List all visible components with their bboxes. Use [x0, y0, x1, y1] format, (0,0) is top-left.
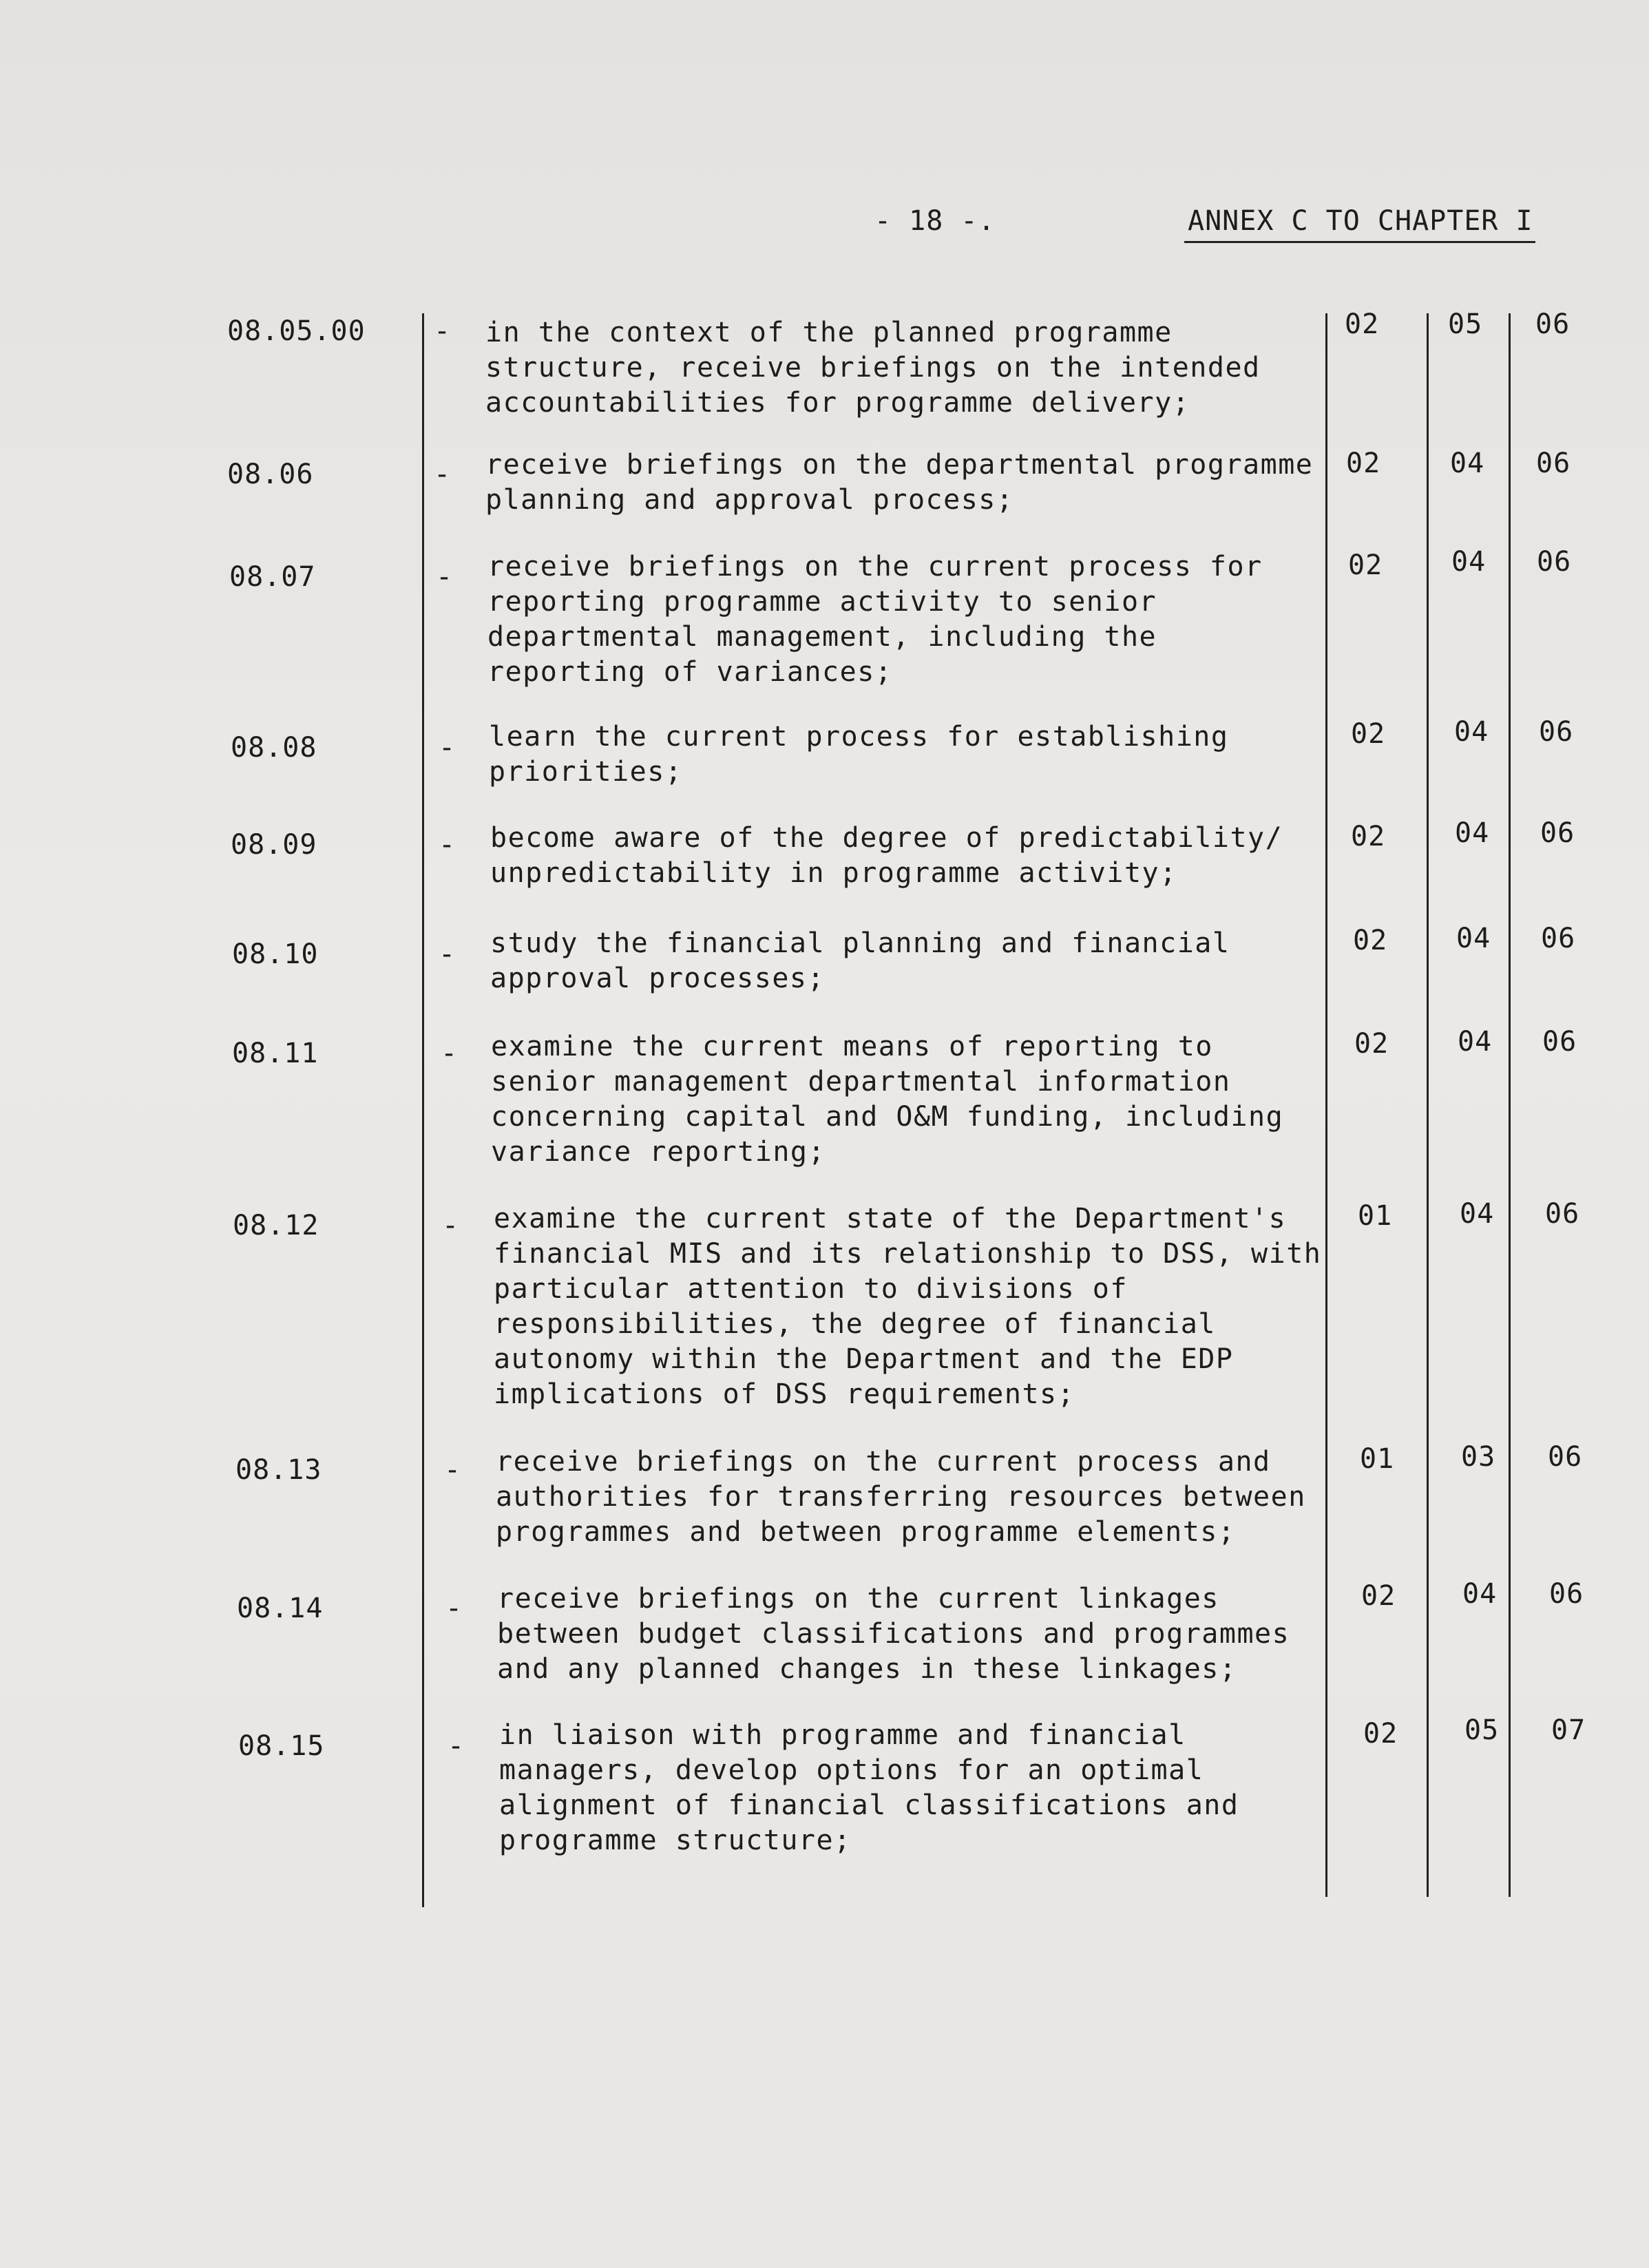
- description-line: concerning capital and O&M funding, including: [491, 1101, 1284, 1133]
- description-line: and any planned changes in these linkages;: [497, 1653, 1237, 1685]
- description-line: responsibilities, the degree of financial: [494, 1308, 1216, 1340]
- description-line: in the context of the planned programme: [485, 317, 1173, 348]
- description-line: receive briefings on the current linkages: [497, 1583, 1219, 1615]
- description-line: authorities for transferring resources between: [496, 1481, 1306, 1513]
- description-line: programmes and between programme elements;: [496, 1516, 1236, 1548]
- row-description: [496, 1445, 1306, 1550]
- row-code: 08.15: [238, 1730, 325, 1762]
- row-description: [494, 1201, 1321, 1412]
- row-code: 08.06: [227, 459, 314, 490]
- column-3-value: 06: [1542, 1026, 1577, 1058]
- description-line: alignment of financial classifications and: [499, 1789, 1239, 1821]
- column-2-value: 04: [1460, 1198, 1495, 1230]
- description-line: reporting programme activity to senior: [487, 586, 1157, 618]
- column-3-value: 06: [1541, 923, 1576, 954]
- column-2-value: 04: [1462, 1578, 1498, 1610]
- row-dash: -: [439, 829, 456, 861]
- description-line: between budget classifications and programmes: [497, 1618, 1290, 1650]
- column-2-value: 04: [1454, 716, 1489, 748]
- description-line: become aware of the degree of predictability/: [490, 822, 1283, 854]
- description-line: planning and approval process;: [485, 484, 1014, 516]
- description-line: receive briefings on the current process and: [496, 1446, 1271, 1478]
- row-code: 08.11: [232, 1038, 319, 1069]
- description-line: senior management departmental information: [491, 1066, 1231, 1098]
- row-description: [485, 448, 1313, 518]
- description-line: autonomy within the Department and the EDP: [494, 1343, 1234, 1375]
- column-1-value: 02: [1348, 549, 1383, 581]
- column-2-value: 05: [1448, 308, 1483, 340]
- description-line: unpredictability in programme activity;: [490, 857, 1177, 889]
- column-2-value: 04: [1458, 1026, 1493, 1058]
- column-1-value: 01: [1360, 1443, 1395, 1475]
- column-1-value: 02: [1353, 925, 1388, 956]
- row-code: 08.10: [232, 938, 319, 970]
- column-3-value: 07: [1551, 1714, 1586, 1746]
- row-dash: -: [439, 732, 456, 764]
- row-description: [490, 821, 1283, 891]
- column-2-value: 05: [1464, 1714, 1500, 1746]
- column-1-value: 02: [1351, 821, 1386, 852]
- row-code: 08.14: [237, 1593, 324, 1624]
- description-line: managers, develop options for an optimal: [499, 1754, 1204, 1786]
- column-1-value: 02: [1346, 448, 1381, 479]
- row-code: 08.13: [235, 1454, 322, 1486]
- row-description: [487, 549, 1263, 690]
- row-dash: -: [441, 1038, 458, 1069]
- column-3-value: 06: [1545, 1198, 1580, 1230]
- row-dash: -: [434, 315, 451, 347]
- description-line: receive briefings on the departmental programme: [485, 449, 1314, 481]
- column-3-value: 06: [1540, 817, 1575, 849]
- annex-title: ANNEX C TO CHAPTER I: [1188, 205, 1533, 237]
- description-line: variance reporting;: [491, 1136, 826, 1168]
- column-2-value: 03: [1461, 1441, 1496, 1473]
- column-3-value: 06: [1548, 1441, 1583, 1473]
- column-3-value: 06: [1539, 716, 1574, 748]
- column-2-value: 04: [1451, 546, 1487, 578]
- description-line: accountabilities for programme delivery;: [485, 387, 1190, 419]
- row-code: 08.05.00: [227, 315, 366, 347]
- description-line: implications of DSS requirements;: [494, 1378, 1075, 1410]
- row-description: [491, 1029, 1283, 1170]
- row-dash: -: [445, 1593, 463, 1624]
- column-1-value: 02: [1363, 1718, 1398, 1750]
- column-1-value: 02: [1345, 308, 1380, 340]
- column-3-value: 06: [1537, 546, 1572, 578]
- description-line: approval processes;: [490, 963, 826, 994]
- row-dash: -: [442, 1210, 459, 1241]
- page-number: - 18 -.: [874, 205, 996, 237]
- column-1-value: 02: [1361, 1580, 1396, 1612]
- description-line: in liaison with programme and financial: [499, 1719, 1186, 1751]
- column-2-value: 04: [1456, 923, 1491, 954]
- description-line: programme structure;: [499, 1825, 852, 1856]
- row-description: [489, 720, 1228, 790]
- description-line: departmental management, including the: [487, 621, 1157, 653]
- description-line: financial MIS and its relationship to DSS, with: [494, 1238, 1322, 1270]
- column-2-value: 04: [1450, 448, 1485, 479]
- row-code: 08.07: [229, 561, 316, 593]
- description-line: receive briefings on the current process for: [487, 551, 1263, 582]
- description-line: reporting of variances;: [487, 656, 893, 688]
- description-line: examine the current state of the Department's: [494, 1203, 1287, 1235]
- row-dash: -: [436, 561, 453, 593]
- description-line: learn the current process for establishing: [489, 721, 1229, 753]
- row-code: 08.09: [231, 829, 317, 861]
- column-1-value: 02: [1351, 718, 1386, 750]
- row-description: [499, 1718, 1239, 1858]
- column-2-value: 04: [1455, 817, 1490, 849]
- description-line: particular attention to divisions of: [494, 1273, 1128, 1305]
- row-description: [490, 926, 1230, 996]
- row-code: 08.12: [233, 1210, 319, 1241]
- row-description: [485, 315, 1261, 421]
- row-description: [497, 1582, 1290, 1687]
- row-dash: -: [439, 938, 456, 970]
- description-line: priorities;: [489, 756, 683, 788]
- row-code: 08.08: [231, 732, 317, 764]
- description-line: examine the current means of reporting to: [491, 1031, 1213, 1062]
- description-line: structure, receive briefings on the intended: [485, 352, 1261, 384]
- column-1-value: 01: [1358, 1200, 1393, 1232]
- row-dash: -: [448, 1730, 465, 1762]
- column-3-value: 06: [1549, 1578, 1584, 1610]
- column-1-value: 02: [1354, 1028, 1389, 1060]
- row-dash: -: [434, 459, 451, 490]
- column-3-value: 06: [1536, 448, 1571, 479]
- description-line: study the financial planning and financial: [490, 927, 1230, 959]
- column-3-value: 06: [1535, 308, 1571, 340]
- row-dash: -: [444, 1454, 461, 1486]
